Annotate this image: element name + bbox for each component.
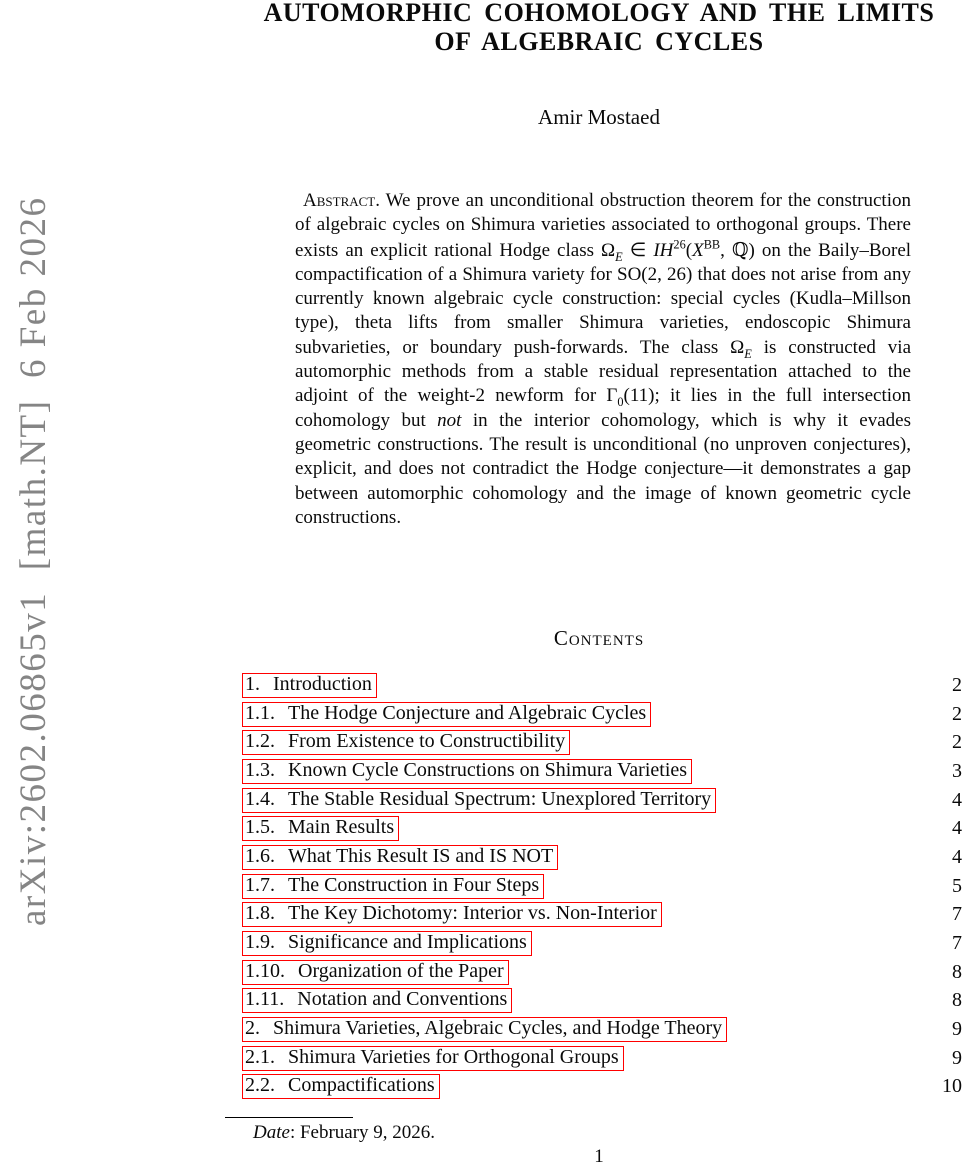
toc-entry-link[interactable] xyxy=(242,759,692,784)
toc-entry-link[interactable] xyxy=(242,1046,624,1071)
toc-entry xyxy=(242,987,962,1016)
toc-entry-number: 1.10. xyxy=(245,959,285,982)
toc-entry-number: 2.1. xyxy=(245,1045,275,1068)
toc-entry-number: 2. xyxy=(245,1017,260,1040)
toc-entry-link[interactable] xyxy=(242,788,716,813)
toc-entry-title: Introduction xyxy=(273,672,372,695)
toc-entry xyxy=(242,843,962,872)
toc-entry-page: 2 xyxy=(952,702,962,725)
toc-entry xyxy=(242,929,962,958)
toc-entry-title: From Existence to Constructibility xyxy=(288,730,566,753)
toc-entry-link[interactable] xyxy=(242,931,532,956)
table-of-contents xyxy=(242,671,962,1101)
page-content xyxy=(242,0,962,1168)
toc-entry-page: 9 xyxy=(952,1046,962,1069)
toc-entry-title: Significance and Implications xyxy=(288,931,527,954)
toc-entry xyxy=(242,757,962,786)
toc-entry-title: What This Result IS and IS NOT xyxy=(288,844,554,867)
toc-entry-page: 7 xyxy=(952,932,962,955)
toc-entry-page: 2 xyxy=(952,673,962,696)
toc-entry xyxy=(242,901,962,930)
date-value: : February 9, 2026. xyxy=(289,1122,436,1143)
toc-entry-page: 7 xyxy=(952,903,962,926)
toc-entry-link[interactable] xyxy=(242,816,399,841)
toc-entry-page: 10 xyxy=(942,1075,962,1098)
author-name: Amir Mostaed xyxy=(538,105,660,129)
toc-entry-link[interactable] xyxy=(242,960,509,985)
toc-entry-number: 1. xyxy=(245,672,260,695)
abstract xyxy=(295,189,911,530)
toc-entry xyxy=(242,958,962,987)
toc-entry-number: 1.9. xyxy=(245,931,275,954)
toc-entry xyxy=(242,814,962,843)
toc-entry-number: 1.8. xyxy=(245,902,275,925)
toc-entry-number: 1.5. xyxy=(245,816,275,839)
math-omega-class: $\Omega_E$ xyxy=(601,239,623,264)
toc-entry-title: The Key Dichotomy: Interior vs. Non-Interior xyxy=(288,902,657,925)
arxiv-stamp: arXiv:2602.06865v1 [math.NT] 6 Feb 2026 xyxy=(13,196,54,926)
toc-entry xyxy=(242,1044,962,1073)
toc-entry-page: 8 xyxy=(952,960,962,983)
toc-entry-number: 1.1. xyxy=(245,701,275,724)
toc-entry xyxy=(242,728,962,757)
toc-entry xyxy=(242,1015,962,1044)
toc-entry-link[interactable] xyxy=(242,874,544,899)
paper-title-line1: AUTOMORPHIC COHOMOLOGY AND THE LIMITS xyxy=(263,0,935,27)
date-line xyxy=(253,1122,435,1144)
math-gamma-level: $\Gamma_0(11)$; xyxy=(606,385,660,410)
abstract-text: it lies in the full intersection cohomology but xyxy=(295,385,911,431)
toc-entry-title: Notation and Conventions xyxy=(297,988,508,1011)
toc-entry-number: 1.3. xyxy=(245,758,275,781)
toc-entry-number: 1.2. xyxy=(245,730,275,753)
toc-entry-number: 2.2. xyxy=(245,1074,275,1097)
toc-entry-title: The Hodge Conjecture and Algebraic Cycles xyxy=(288,701,647,724)
toc-entry-page: 4 xyxy=(952,845,962,868)
math-omega-class: $\Omega_E$ xyxy=(730,336,752,361)
toc-entry-page: 5 xyxy=(952,874,962,897)
toc-entry-title: Known Cycle Constructions on Shimura Varieties xyxy=(288,758,688,781)
toc-entry-link[interactable] xyxy=(242,1017,727,1042)
abstract-text: in the interior cohomology, which is why it evades geometric constructions. The result is unconditional (no unproven conjectures), explicit, and does not contradict the Hodge conjecture—it demonstrates a gap between automorphic cohomology and the image of known geometric cycle constructions. xyxy=(295,409,911,528)
toc-entry-title: The Stable Residual Spectrum: Unexplored Territory xyxy=(288,787,712,810)
paper-title-line2: OF ALGEBRAIC CYCLES xyxy=(434,27,764,56)
toc-entry-number: 1.11. xyxy=(245,988,285,1011)
blackboard-q: ℚ xyxy=(731,238,749,261)
toc-entry xyxy=(242,786,962,815)
toc-entry-link[interactable] xyxy=(242,1074,440,1099)
toc-entry-link[interactable] xyxy=(242,673,377,698)
abstract-text: on the Baily–Borel compactification of a Shimura variety for SO(2, 26) that does not arise from any currently known algebraic cycle construction: special cycles (Kudla–Millson type), theta lifts from smaller Shimura varieties, endoscopic Shimura subvarieties, or boundary push-forwards. The class xyxy=(295,239,912,358)
toc-entry-title: Main Results xyxy=(288,816,395,839)
toc-entry xyxy=(242,700,962,729)
toc-entry-link[interactable] xyxy=(242,988,512,1013)
toc-entry-link[interactable] xyxy=(242,702,651,727)
paper-title xyxy=(242,0,956,56)
toc-entry-page: 3 xyxy=(952,759,962,782)
math-element-of: ∈ xyxy=(629,239,647,261)
toc-entry-page: 4 xyxy=(952,788,962,811)
toc-entry-link[interactable] xyxy=(242,730,570,755)
toc-entry-page: 8 xyxy=(952,989,962,1012)
toc-entry xyxy=(242,1073,962,1102)
toc-entry xyxy=(242,671,962,700)
toc-entry-number: 1.4. xyxy=(245,787,275,810)
toc-entry-page: 9 xyxy=(952,1018,962,1041)
abstract-text: is constructed via automorphic methods from a stable residual representation attached to the adjoint of the weight-2 newform for xyxy=(295,336,912,407)
abstract-emphasis: not xyxy=(437,409,462,431)
toc-entry-title: Organization of the Paper xyxy=(298,959,504,982)
toc-entry-title: Shimura Varieties for Orthogonal Groups xyxy=(288,1045,619,1068)
toc-entry-title: The Construction in Four Steps xyxy=(288,873,540,896)
toc-entry-page: 2 xyxy=(952,731,962,754)
toc-entry-link[interactable] xyxy=(242,902,662,927)
contents-heading: Contents xyxy=(553,626,645,650)
abstract-label: Abstract. xyxy=(303,190,380,211)
toc-entry xyxy=(242,872,962,901)
date-label: Date xyxy=(253,1122,290,1143)
math-intersection-cohomology: $IH^{26}(X^{BB}$, ℚ) xyxy=(653,237,755,261)
toc-entry-number: 1.6. xyxy=(245,844,275,867)
abstract-text: We prove an unconditional obstruction theorem for the construction of algebraic cycles on Shimura varieties associated to orthogonal groups. There exists an explicit rational Hodge class xyxy=(295,190,911,261)
toc-entry-title: Compactifications xyxy=(288,1074,435,1097)
footnote-rule xyxy=(225,1117,353,1118)
toc-entry-link[interactable] xyxy=(242,845,558,870)
toc-entry-title: Shimura Varieties, Algebraic Cycles, and Hodge Theory xyxy=(273,1017,723,1040)
toc-entry-number: 1.7. xyxy=(245,873,275,896)
page-number: 1 xyxy=(594,1146,604,1167)
toc-entry-page: 4 xyxy=(952,817,962,840)
